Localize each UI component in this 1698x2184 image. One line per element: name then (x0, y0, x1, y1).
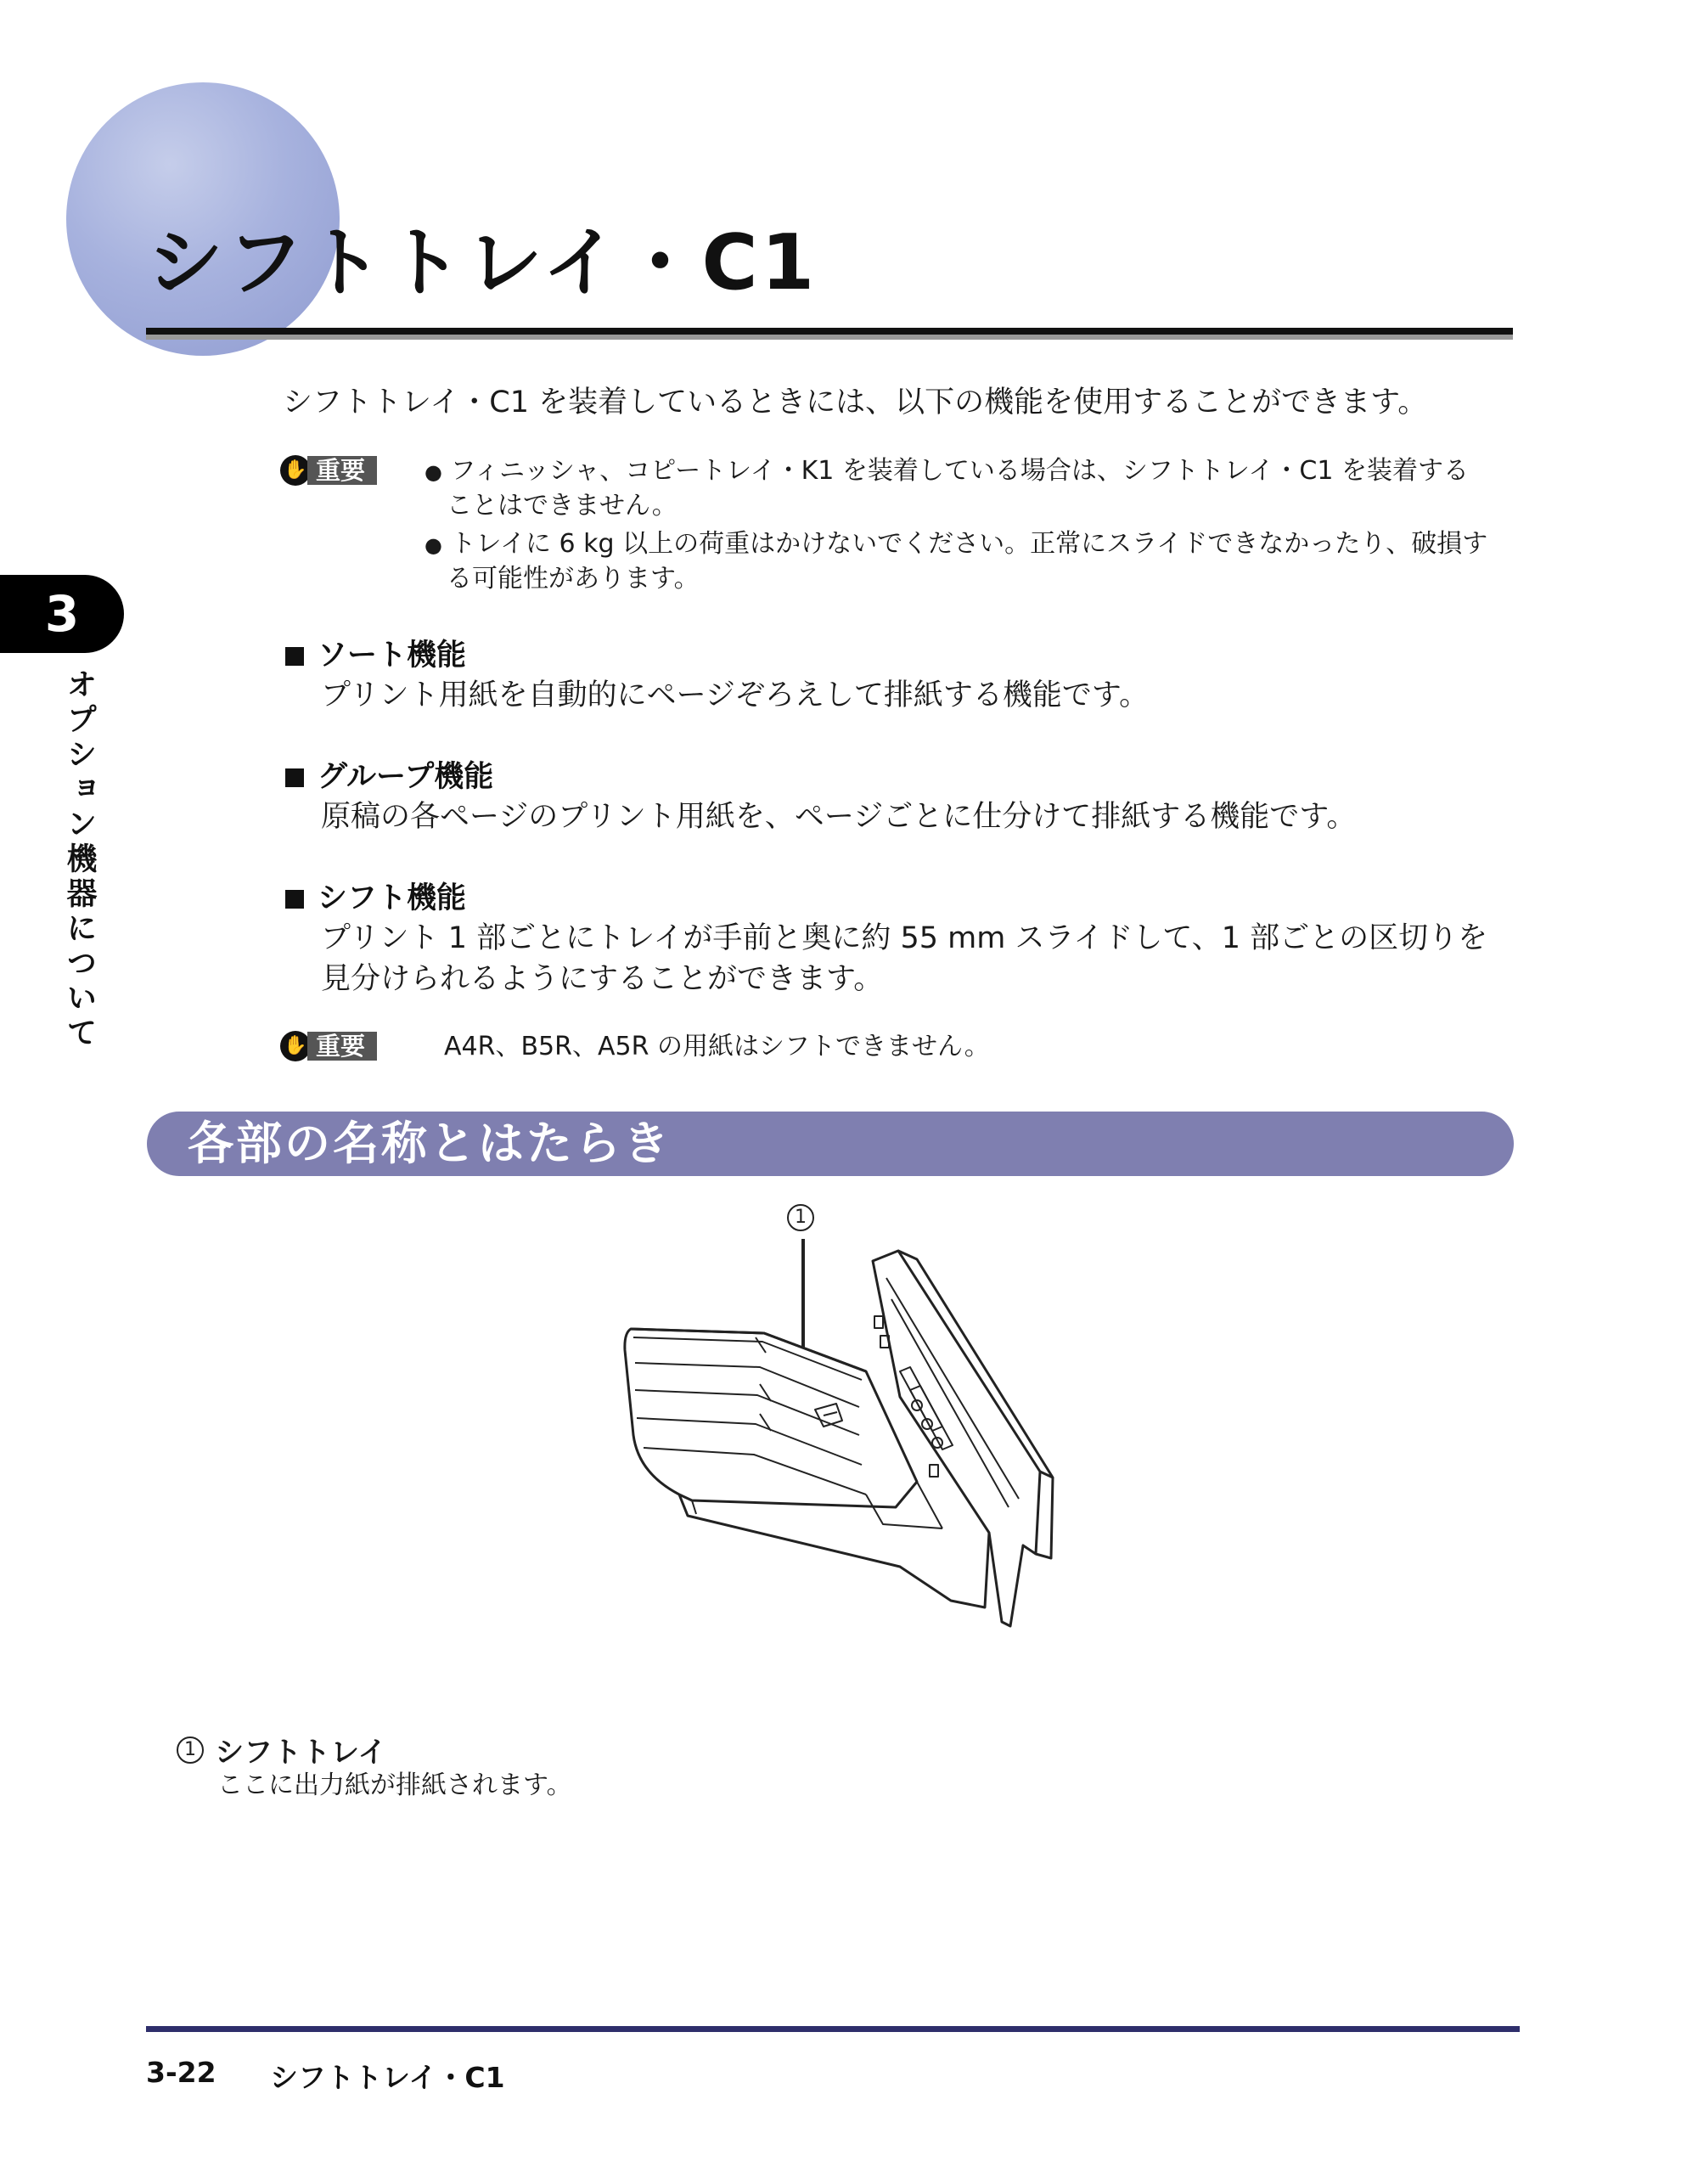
page-title: シフトトレイ・C1 (147, 218, 818, 307)
note-line: トレイに 6 kg 以上の荷重はかけないでください。正常にスライドできなかったり、破損す (450, 529, 1488, 559)
part-description: ここに出力紙が排紙されます。 (217, 1770, 572, 1800)
chapter-number-tab: 3 (0, 575, 124, 653)
section-heading (285, 639, 466, 673)
chapter-title-vertical: オプション機器について (62, 668, 97, 1051)
section-heading-text: ソート機能 (318, 639, 467, 673)
footer-title: シフトトレイ・C1 (270, 2061, 505, 2094)
section-heading (285, 760, 493, 794)
footer-rule (146, 2026, 1520, 2032)
section-heading-text: グループ機能 (318, 760, 494, 794)
section-heading-text: シフト機能 (318, 881, 467, 915)
part-name: シフトトレイ (215, 1736, 387, 1770)
section-band-title: 各部の名称とはたらき (188, 1117, 672, 1170)
important-label: 重要 (307, 456, 377, 485)
callout-number-text: 1 (787, 1204, 814, 1231)
section-heading (285, 881, 466, 915)
note-line: フィニッシャ、コピートレイ・K1 を装着している場合は、シフトトレイ・C1 を装着する (450, 456, 1469, 486)
hand-stop-icon: ✋ (280, 455, 311, 486)
shift-tray-illustration (543, 1202, 1070, 1694)
bullet-icon: ● (424, 533, 442, 557)
intro-text: シフトトレイ・C1 を装着しているときには、以下の機能を使用することができます。 (283, 386, 1428, 419)
note-text: A4R、B5R、A5R の用紙はシフトできません。 (444, 1032, 990, 1061)
note-item (424, 526, 1487, 563)
note-line-cont: ことはできません。 (447, 491, 678, 521)
note-line-cont: る可能性があります。 (447, 564, 700, 594)
important-badge (280, 1031, 377, 1061)
part-item (177, 1729, 386, 1770)
hand-stop-icon: ✋ (280, 1031, 311, 1061)
footer-page-number: 3-22 (146, 2056, 216, 2089)
title-rule-shadow (146, 335, 1513, 340)
important-label: 重要 (307, 1032, 377, 1061)
bullet-icon: ● (424, 460, 442, 484)
note-item (424, 453, 1469, 490)
square-bullet-icon (285, 647, 304, 666)
part-number: 1 (177, 1737, 204, 1764)
section-text: 原稿の各ページのプリント用紙を、ページごとに仕分けて排紙する機能です。 (321, 800, 1357, 834)
section-text: 見分けられるようにすることができます。 (321, 962, 884, 996)
important-badge (280, 455, 377, 486)
section-band (147, 1112, 1514, 1176)
square-bullet-icon (285, 768, 304, 787)
square-bullet-icon (285, 890, 304, 909)
section-text: プリント 1 部ごとにトレイが手前と奥に約 55 mm スライドして、1 部ごとの区切りを (321, 921, 1488, 955)
section-text: プリント用紙を自動的にページぞろえして排紙する機能です。 (321, 678, 1150, 712)
title-rule (146, 328, 1513, 335)
